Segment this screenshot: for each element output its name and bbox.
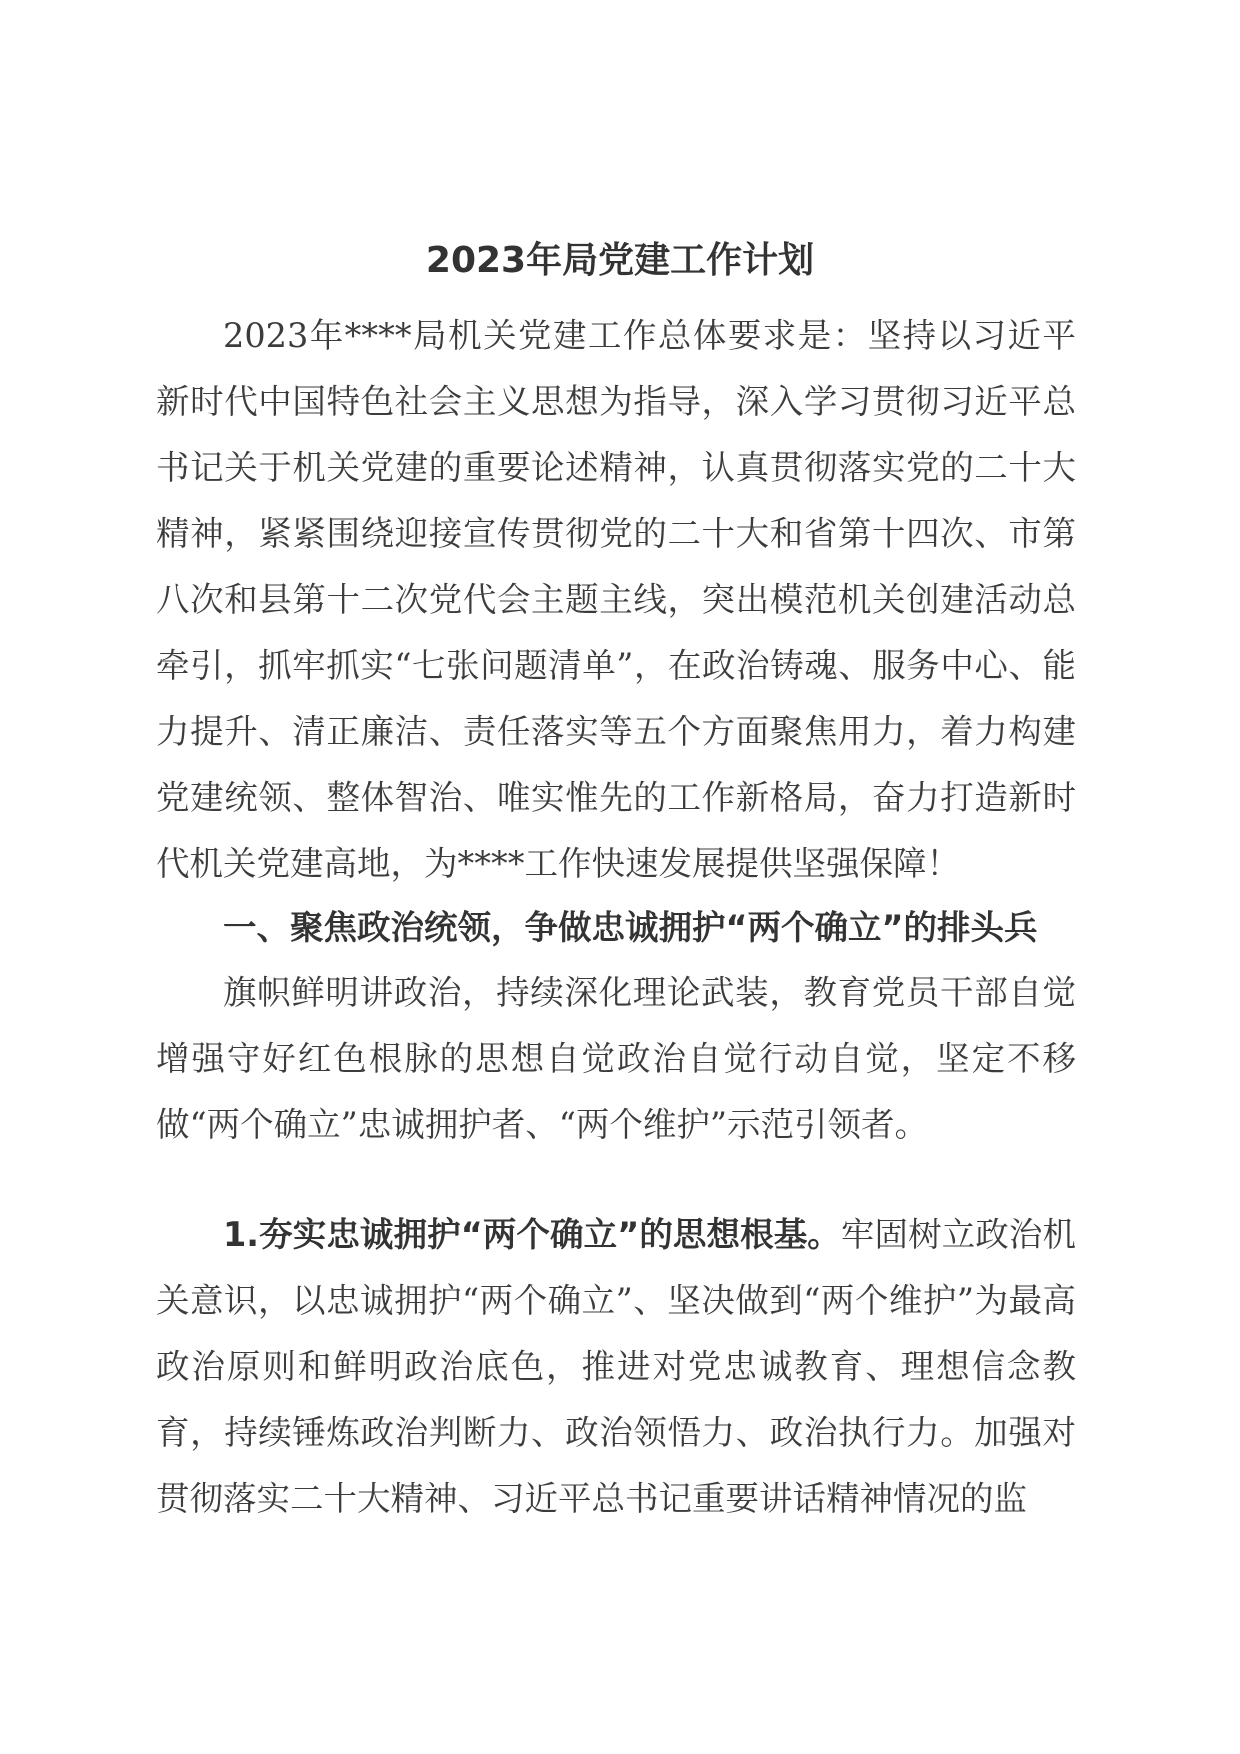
item-body-text: 牢固树立政治机关意识，以忠诚拥护“两个确立”、坚决做到“两个维护”为最高政治原则和鲜明政治底色，推进对党忠诚教育、理想信念教育，持续锤炼政治判断力、政治领悟力、政治执行力。加强对贯彻落实二十大精神、习近平总书记重要讲话精神情况的监 bbox=[156, 1215, 1077, 1518]
section-paragraph: 旗帜鲜明讲政治，持续深化理论武装，教育党员干部自觉增强守好红色根脉的思想自觉政治自觉行动自觉，坚定不移做“两个确立”忠诚拥护者、“两个维护”示范引领者。 bbox=[156, 973, 1076, 1144]
document-title: 2023年局党建工作计划 bbox=[425, 240, 815, 281]
item-paragraph bbox=[156, 1202, 1076, 1532]
section-heading: 一、聚焦政治统领，争做忠诚拥护“两个确立”的排头兵 bbox=[223, 908, 1038, 947]
item-lead-text: 1.夯实忠诚拥护“两个确立”的思想根基。 bbox=[223, 1215, 841, 1254]
intro-paragraph: 2023年****局机关党建工作总体要求是：坚持以习近平新时代中国特色社会主义思想为指导，深入学习贯彻习近平总书记关于机关党建的重要论述精神，认真贯彻落实党的二十大精神，紧紧围绕迎接宣传贯彻党的二十大和省第十四次、市第八次和县第十二次党代会主题主线，突出模范机关创建活动总牵引，抓牢抓实“七张问题清单”，在政治铸魂、服务中心、能力提升、清正廉洁、责任落实等五个方面聚焦用力，着力构建党建统领、整体智治、唯实惟先的工作新格局，奋力打造新时代机关党建高地，为****工作快速发展提供坚强保障！ bbox=[156, 316, 1076, 883]
